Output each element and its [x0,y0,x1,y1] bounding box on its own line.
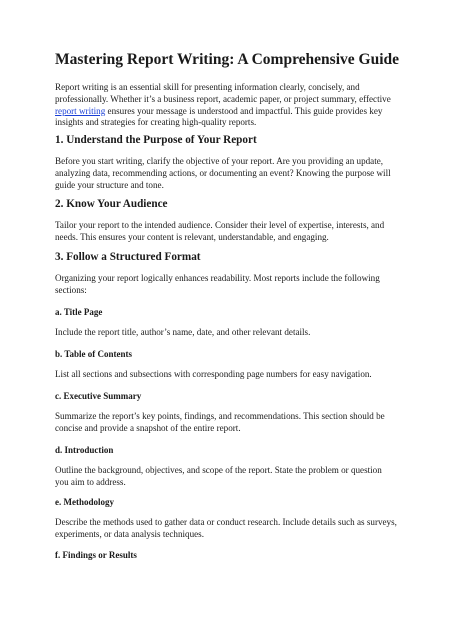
paragraph-line: Organizing your report logically enhances readability. Most reports include the following [55,273,380,283]
section-heading: 1. Understand the Purpose of Your Report [55,134,257,146]
intro-line: professionally. Whether it’s a business report, academic paper, or project summary, effective [55,93,391,104]
paragraph-line: needs. This ensures your content is relevant, understandable, and engaging. [55,231,329,242]
intro-line [55,106,400,118]
section-paragraph [55,156,400,191]
intro-paragraph [55,82,400,129]
subsection-heading: b. Table of Contents [55,349,133,359]
paragraph-line: Summarize the report’s key points, findings, and recommendations. This section should be [55,411,385,421]
subsection-paragraph [55,517,400,541]
subsection-heading: c. Executive Summary [55,391,142,401]
section-paragraph [55,220,400,244]
subsection-paragraph [55,465,400,489]
paragraph-line: concise and provide a snapshot of the entire report. [55,422,241,433]
paragraph-line: List all sections and subsections with corresponding page numbers for easy navigation. [55,369,372,379]
intro-line-rest: ensures your message is understood and impactful. This guide provides key [105,105,383,116]
paragraph-line: Describe the methods used to gather data or conduct research. Include details such as surveys, [55,517,397,527]
section-paragraph [55,273,400,297]
document-title: Mastering Report Writing: A Comprehensive Guide [55,51,400,68]
subsection-heading: d. Introduction [55,445,114,455]
paragraph-line: Outline the background, objectives, and scope of the report. State the problem or question [55,465,382,475]
subsection-heading: f. Findings or Results [55,550,137,560]
intro-line: Report writing is an essential skill for presenting information clearly, concisely, and [55,82,360,92]
subsection-paragraph [55,327,400,339]
paragraph-line: analyzing data, recommending actions, or documenting an event? Knowing the purpose will [55,167,391,178]
subsection-paragraph [55,369,400,381]
section-heading: 3. Follow a Structured Format [55,251,201,263]
subsection-heading: e. Methodology [55,497,114,507]
report-writing-link[interactable]: report writing [55,105,106,116]
paragraph-line: guide your structure and tone. [55,179,164,190]
subsection-heading: a. Title Page [55,307,103,317]
paragraph-line: sections: [55,284,87,295]
subsection-paragraph [55,411,400,435]
paragraph-line: Include the report title, author’s name, date, and other relevant details. [55,327,311,337]
paragraph-line: you aim to address. [55,476,126,487]
section-heading: 2. Know Your Audience [55,198,168,210]
intro-line: insights and strategies for creating high-quality reports. [55,117,257,128]
paragraph-line: experiments, or data analysis techniques. [55,528,204,539]
paragraph-line: Tailor your report to the intended audience. Consider their level of expertise, interests, and [55,220,385,230]
paragraph-line: Before you start writing, clarify the objective of your report. Are you providing an update, [55,156,384,166]
